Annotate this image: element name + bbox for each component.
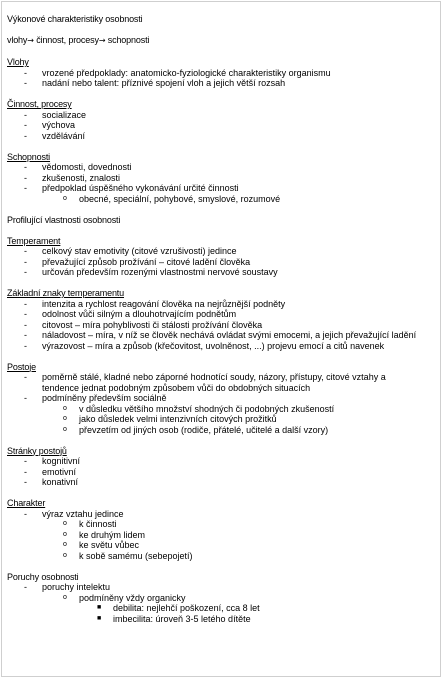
- dash-bullet-icon: -: [24, 78, 27, 88]
- sub-sub-list-item: ■ debilita: nejlehčí poškození, cca 8 let: [97, 603, 260, 613]
- dash-bullet-icon: -: [24, 120, 27, 130]
- circle-bullet-icon: o: [63, 520, 67, 527]
- document-title: Výkonové charakteristiky osobnosti: [7, 14, 143, 24]
- arrow-icon: →: [27, 36, 34, 45]
- sub-list-item: o ke druhým lidem: [63, 529, 146, 540]
- list-item: - socializace: [24, 109, 87, 120]
- dash-bullet-icon: -: [24, 267, 27, 277]
- list-item: - odolnost vůči silným a dlouhotrvajícím podnětům: [24, 309, 237, 319]
- sub-list-item: o k činnosti: [63, 519, 117, 529]
- list-item: - podmíněny především sociálně: [24, 393, 167, 403]
- circle-bullet-icon: o: [63, 551, 67, 559]
- list-item: - předpoklad úspěšného vykonávání určité činnosti: [24, 183, 239, 193]
- list-item: - poměrně stálé, kladné nebo záporné hodnotící soudy, názory, přístupy, citové vztahy a: [24, 372, 386, 382]
- circle-bullet-icon: o: [63, 425, 67, 433]
- sub-list-item: o v důsledku většího množství shodných či podobných zkušeností: [63, 403, 335, 414]
- list-item: - nadání nebo talent: příznivé spojení vloh a jejich větší rozsah: [24, 78, 286, 88]
- dash-bullet-icon: -: [24, 183, 27, 193]
- list-item: - kognitivní: [24, 456, 81, 466]
- square-bullet-icon: ■: [97, 604, 102, 611]
- document-page: [1, 1, 441, 677]
- circle-bullet-icon: o: [63, 541, 67, 548]
- list-item: - vrozené předpoklady: anatomicko-fyziologické charakteristiky organismu: [24, 67, 331, 78]
- list-item: - náladovost – míra, v níž se člověk nechává ovládat svými emocemi, a jejich převažující ladění: [24, 330, 417, 340]
- dash-bullet-icon: -: [24, 508, 27, 519]
- list-item: - konativní: [24, 477, 79, 487]
- dash-bullet-icon: -: [24, 109, 27, 120]
- chain-schopnosti: schopnosti: [107, 35, 150, 45]
- sub-list-item: o převzetím od jiných osob (rodiče, přátelé, učitelé a další vzory): [63, 424, 329, 435]
- dash-bullet-icon: -: [24, 162, 27, 172]
- sub-list-item: o jako důsledek velmi intenzivních citových prožitků: [63, 414, 277, 424]
- dash-bullet-icon: -: [24, 466, 27, 477]
- list-item: - vzdělávání: [24, 130, 86, 141]
- dash-bullet-icon: -: [24, 246, 27, 256]
- dash-bullet-icon: -: [24, 309, 27, 319]
- chain-line: [7, 35, 440, 47]
- list-item: - výraz vztahu jedince: [24, 508, 124, 519]
- arrow-icon: →: [98, 36, 106, 45]
- section-heading-cinnost: Činnost, procesy: [7, 99, 72, 109]
- section-heading-charakter: Charakter: [7, 498, 46, 508]
- list-item: - vědomosti, dovednosti: [24, 162, 132, 172]
- list-item: - intenzita a rychlost reagování člověka na nejrůznější podněty: [24, 298, 286, 309]
- section-heading-schopnosti: Schopnosti: [7, 151, 51, 162]
- section-heading-vlohy: Vlohy: [7, 57, 29, 67]
- dash-bullet-icon: -: [24, 456, 27, 466]
- dash-bullet-icon: -: [24, 298, 27, 309]
- list-item: - zkušenosti, znalosti: [24, 172, 121, 183]
- chain-vlohy: vlohy: [7, 35, 28, 45]
- list-item: - výchova: [24, 120, 76, 130]
- dash-bullet-icon: -: [24, 67, 27, 78]
- list-item: - určován především rozenými vlastnostmi nervové soustavy: [24, 267, 278, 277]
- section-heading-temperament: Temperament: [7, 235, 61, 246]
- section-title-profilujici: Profilující vlastnosti osobnosti: [7, 214, 121, 225]
- sub-list-item: o ke světu vůbec: [63, 540, 140, 550]
- circle-bullet-icon: o: [63, 194, 67, 202]
- dash-bullet-icon: -: [24, 256, 27, 267]
- list-item: - citovost – míra pohyblivosti či stálosti prožívání člověka: [24, 319, 263, 330]
- dash-bullet-icon: -: [24, 130, 27, 141]
- circle-bullet-icon: o: [63, 593, 67, 601]
- dash-bullet-icon: -: [24, 477, 27, 487]
- circle-bullet-icon: o: [63, 530, 67, 538]
- dash-bullet-icon: -: [24, 172, 27, 183]
- list-item: - výrazovost – míra a způsob (křečovitost, uvolněnost, ...) projevu emocí a citů navenek: [24, 340, 385, 351]
- section-heading-znaky: Základní znaky temperamentu: [7, 288, 125, 298]
- dash-bullet-icon: -: [24, 372, 27, 382]
- dash-bullet-icon: -: [24, 582, 27, 592]
- square-bullet-icon: ■: [97, 614, 102, 622]
- chain-cinnost: činnost, procesy: [36, 35, 99, 45]
- circle-bullet-icon: o: [63, 404, 67, 412]
- section-heading-poruchy: Poruchy osobnosti: [7, 571, 79, 582]
- dash-bullet-icon: -: [24, 393, 27, 403]
- list-item: - poruchy intelektu: [24, 582, 111, 592]
- section-heading-postoje: Postoje: [7, 361, 36, 372]
- list-item: - celkový stav emotivity (citové vzrušivosti) jedince: [24, 246, 237, 256]
- list-item: - převažující způsob prožívání – citové ladění člověka: [24, 256, 251, 267]
- circle-bullet-icon: o: [63, 415, 67, 422]
- section-heading-stranky: Stránky postojů: [7, 445, 67, 456]
- sub-list-item: o obecné, speciální, pohybové, smyslové, rozumové: [63, 193, 281, 204]
- dash-bullet-icon: -: [24, 340, 27, 351]
- sub-list-item: o k sobě samému (sebepojetí): [63, 550, 193, 561]
- sub-list-item: o podmíněny vždy organicky: [63, 592, 186, 603]
- list-item: - emotivní: [24, 466, 77, 477]
- list-item-continuation: tendence jednat podobným způsobem vůči do obdobných situacích: [42, 382, 311, 393]
- dash-bullet-icon: -: [24, 330, 27, 340]
- dash-bullet-icon: -: [24, 319, 27, 330]
- sub-sub-list-item: ■ imbecilita: úroveň 3-5 letého dítěte: [97, 613, 251, 624]
